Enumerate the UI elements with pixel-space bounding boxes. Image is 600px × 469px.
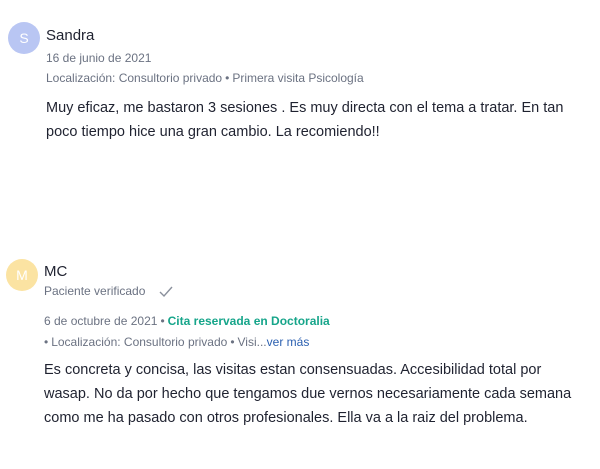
visit-type-truncated: Visi... [237, 335, 267, 349]
review-date: 16 de junio de 2021 [46, 51, 152, 65]
review-date-row: 6 de octubre de 2021 • Cita reservada en Doctoralia [44, 314, 330, 328]
avatar [6, 259, 38, 291]
verified-label: Paciente verificado [44, 284, 146, 298]
visit-type: Primera visita Psicología [232, 71, 364, 85]
verified-badge [44, 284, 173, 298]
review-details: Localización: Consultorio privado • Primera visita Psicología [46, 71, 364, 85]
check-icon [159, 286, 173, 298]
review-date: 6 de octubre de 2021 [44, 314, 158, 328]
location-text: Localización: Consultorio privado [51, 335, 228, 349]
booked-badge: Cita reservada en Doctoralia [167, 314, 330, 328]
reviewer-name: MC [44, 263, 68, 280]
review-text: Es concreta y concisa, las visitas estan consensuadas. Accesibilidad total por wasap. No da por hecho que tengamos due vernos necesariamente cada semana como me ha pasado con otros profesionales. Ella va a la raiz del problema. [44, 362, 572, 426]
reviewer-name: Sandra [46, 27, 95, 44]
review-details: • Localización: Consultorio privado • Visi...ver más [44, 335, 310, 349]
avatar [8, 22, 40, 54]
see-more-link[interactable]: ver más [266, 335, 310, 349]
location-text: Localización: Consultorio privado [46, 71, 223, 85]
review-text: Muy eficaz, me bastaron 3 sesiones . Es muy directa con el tema a tratar. En tan poco tiempo hice una gran cambio. La recomiendo!! [46, 100, 564, 140]
avatar-initial: M [16, 267, 28, 283]
avatar-initial: S [19, 30, 29, 46]
